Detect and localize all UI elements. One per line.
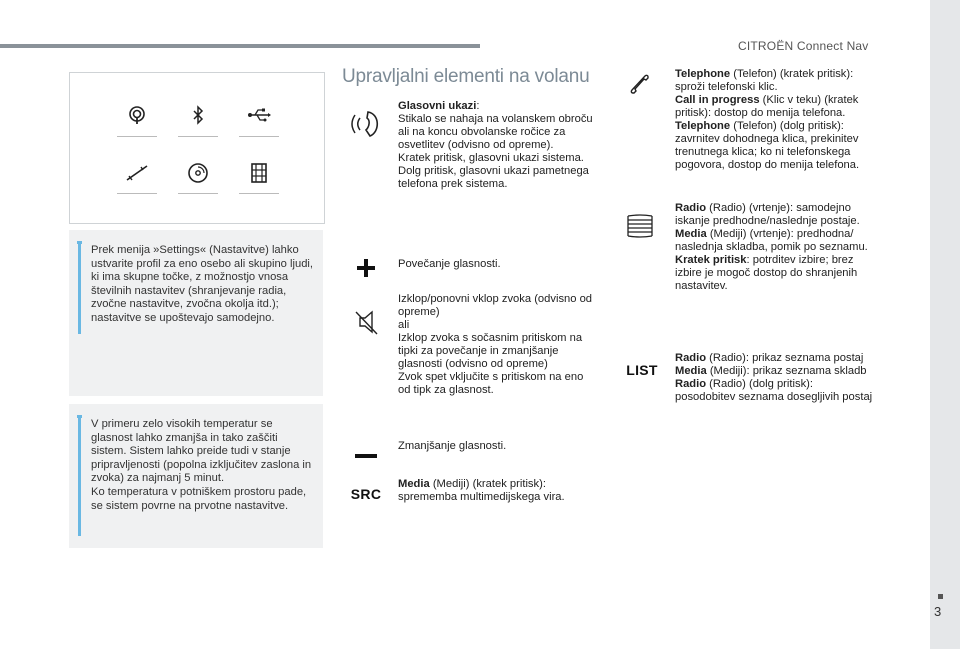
list-text [675,352,875,404]
volume-down-text: Zmanjšanje glasnosti. [398,440,507,452]
note-text: Prek menija »Settings« (Nastavitve) lahko ustvarite profil za eno osebo ali skupino ljudi, ki ima skupne točke, z možnostjo vnosa številnih nastavitev (shranjevanje radia, zvočne nastavitve, zvočna okolja itd.); nastavitve se upoštevajo samodejno. [91,244,314,324]
page-number: 3 [934,604,942,619]
continue-marker [938,594,943,599]
tel-l2-title: Call in progress [675,94,760,106]
list-l1-title: Radio [675,352,707,364]
mute-text: Izklop/ponovni vklop zvoka (odvisno od opreme) ali Izklop zvoka s sočasnim pritiskom na tipki za povečanje in zmanjšanje glasnosti (odvisno od opreme) Zvok spet vključite s pritiskom na eno od tipk za glasnost. [398,293,593,396]
tel-l1-title: Telephone [675,68,731,80]
wheel-l3: : potrditev izbire; brez izbire je mogoč dostop do shranjenih nastavitev. [675,254,858,292]
header-rule [0,44,480,48]
tel-l3: (Telefon) (dolg pritisk): zavrnitev dohodnega klica, prekinitev trenutnega klica; ko ni telefonskega pogovora, dostop do menija telefona. [675,120,860,171]
usb-icon [239,101,279,137]
thumbwheel-text [675,202,875,293]
src-title: Media [398,478,430,490]
list-l2-title: Media [675,365,707,377]
voice-desc: : Stikalo se nahaja na volanskem obroču ali na koncu obvolanske ročice za osvetlitev (odvisno od opreme). Kratek pritisk, glasovni ukazi sistema. Dolg pritisk, glasovni ukazi pametnega telefona prek sistema. [398,100,593,190]
note-text: V primeru zelo visokih temperatur se glasnost lahko zmanjša in tako zaščiti sistem. Sistem lahko preide tudi v stanje pripravljenosti (popolna izključitev zaslona in zvoka) za najmanj 5 minut. Ko temperatura v potniškem prostoru pade, se sistem povrne na prvotne nastavitve. [91,418,312,512]
list-l3: (Radio) (dolg pritisk): posodobitev seznama dosegljivih postaj [675,378,873,403]
src-text [398,478,594,504]
section-title: Upravljalni elementi na volanu [342,66,590,87]
info-bar [78,418,81,536]
voice-title: Glasovni ukazi [398,100,477,112]
list-label-wrap [620,362,664,380]
thumbwheel-icon [620,214,660,245]
info-note-settings [69,230,323,396]
src-label-wrap [346,486,386,504]
telephone-icon [620,70,660,101]
info-note-temperature [69,404,323,548]
voice-text [398,100,594,191]
list-label: LIST [626,362,658,378]
wheel-l2: (Mediji) (vrtenje): predhodna/ naslednja skladba, pomik po seznamu. [675,228,868,253]
video-icon [239,158,279,194]
list-l2: (Mediji): prikaz seznama skladb [706,365,867,377]
wheel-l1: (Radio) (vrtenje): samodejno iskanje predhodne/naslednje postaje. [675,202,860,227]
wheel-l2-title: Media [675,228,707,240]
radio-podcast-icon [117,101,157,137]
info-bar [78,244,81,334]
telephone-text [675,68,875,172]
tel-l1: (Telefon) (kratek pritisk): sproži telefonski klic. [675,68,854,93]
wheel-l1-title: Radio [675,202,707,214]
brand-label: CITROËN Connect Nav [738,39,869,53]
plus-icon [346,258,386,283]
minus-icon [346,446,386,471]
mute-speaker-icon [346,307,386,342]
list-l1: (Radio): prikaz seznama postaj [706,352,864,364]
volume-up-text: Povečanje glasnosti. [398,258,501,270]
tel-l2: (Klic v teku) (kratek pritisk): dostop do menija telefona. [675,94,859,119]
bluetooth-icon [178,101,218,137]
side-margin [930,0,960,649]
media-sources-panel [69,72,325,224]
list-l3-title: Radio [675,378,707,390]
voice-command-icon [346,108,386,143]
aux-cable-icon [117,158,157,194]
tel-l3-title: Telephone [675,120,731,132]
src-label: SRC [350,486,382,502]
cd-disc-icon [178,158,218,194]
wheel-l3-title: Kratek pritisk [675,254,747,266]
src-desc: (Mediji) (kratek pritisk): sprememba multimedijskega vira. [398,478,565,503]
